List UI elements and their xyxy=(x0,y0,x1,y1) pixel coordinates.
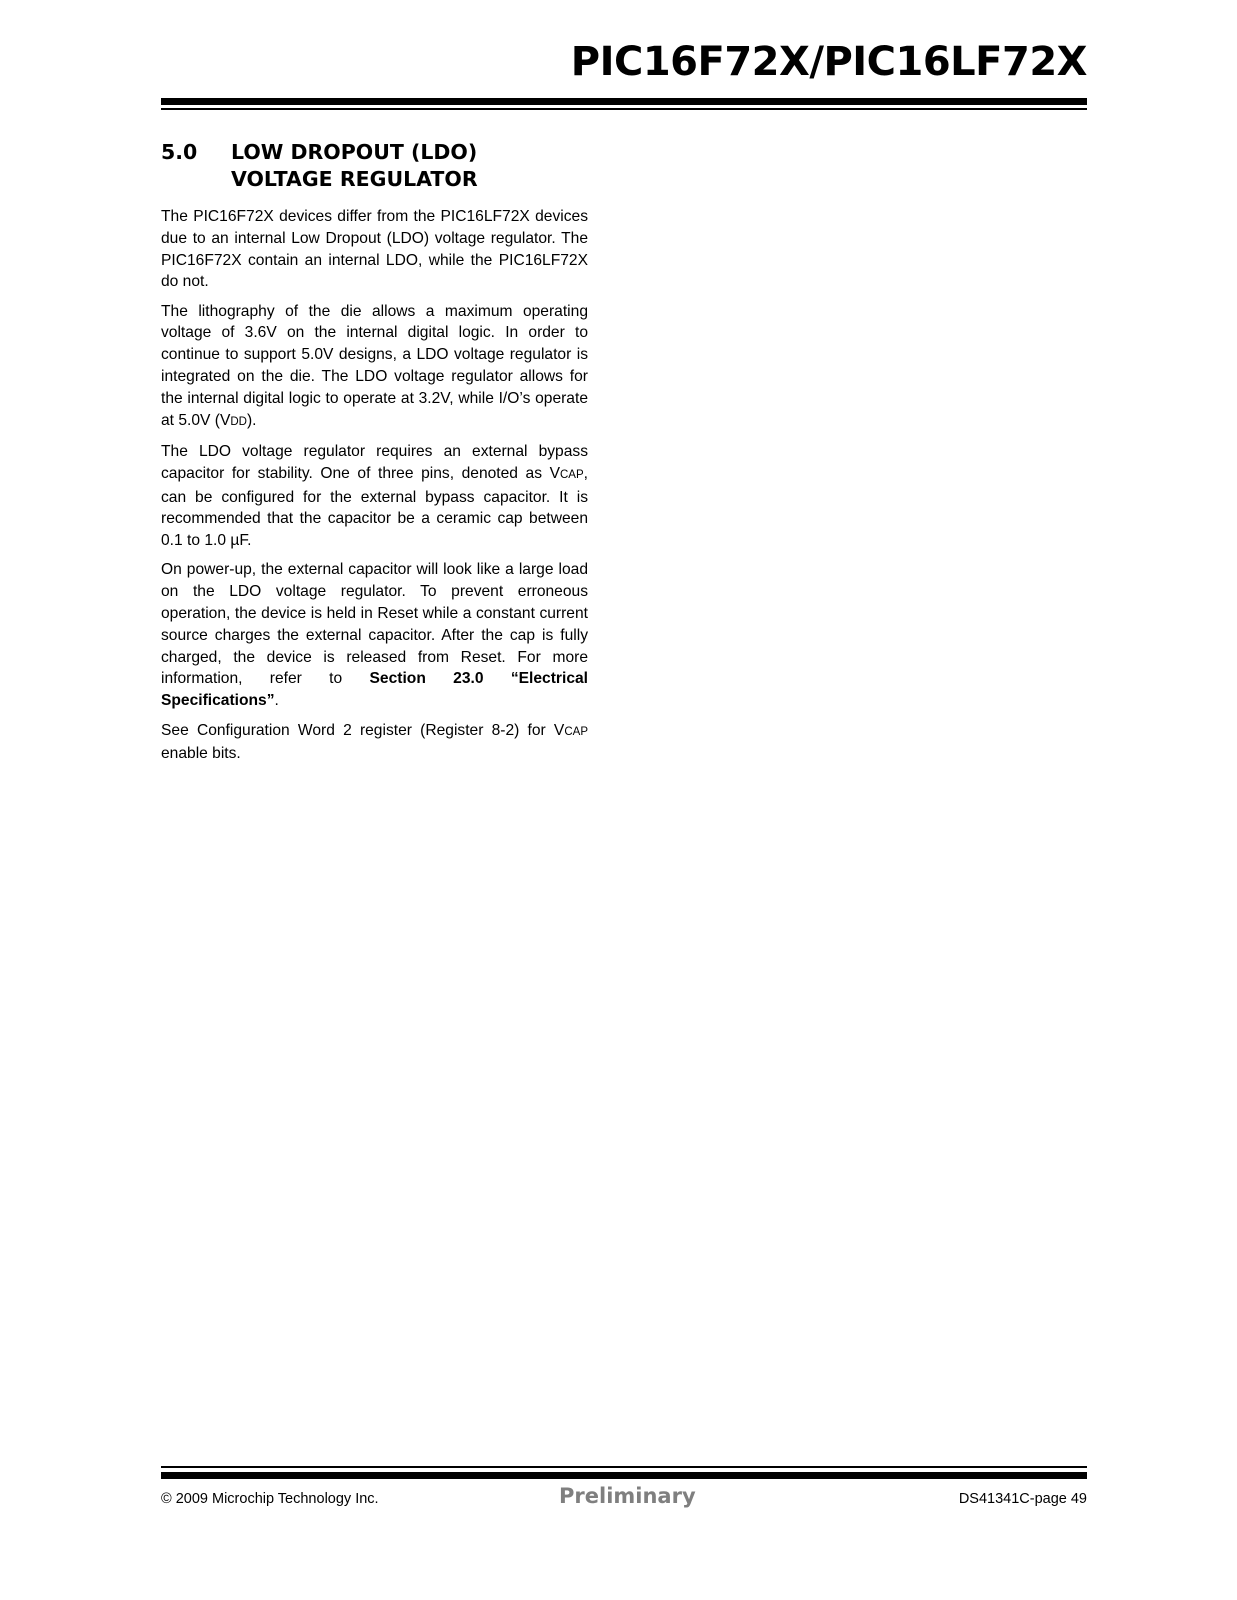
footer-page-number: DS41341C-page 49 xyxy=(958,1491,1087,1507)
footer-rule-thin xyxy=(161,1466,1087,1468)
paragraph-3: The LDO voltage regulator requires an external bypass capacitor for stability. One of three pins, denoted as VCAP, can be configured for the external bypass capacitor. It is recommended that the capacitor be a ceramic cap between 0.1 to 1.0 µF. xyxy=(161,442,588,550)
paragraph-1: The PIC16F72X devices differ from the PIC16LF72X devices due to an internal Low Dropout (LDO) voltage regulator. The PIC16F72X contain an internal LDO, while the PIC16LF72X do not. xyxy=(161,208,588,291)
vcap-subscript: CAP xyxy=(560,468,584,481)
body-column xyxy=(161,206,588,773)
header-rule-thin xyxy=(161,108,1087,110)
paragraph-4: On power-up, the external capacitor will look like a large load on the LDO voltage regulator. To prevent erroneous operation, the device is held in Reset while a constant current source charges the external capacitor. After the cap is fully charged, the device is released from Reset. For more information, refer to Section 23.0 “Electrical Specifications”. xyxy=(161,561,589,710)
footer-rule-thick xyxy=(161,1472,1087,1479)
section-title-line-2: VOLTAGE REGULATOR xyxy=(231,167,478,191)
header-rule-thick xyxy=(161,98,1087,105)
footer-preliminary-label: Preliminary xyxy=(559,1484,696,1508)
section-cross-reference-link[interactable]: Section 23.0 “Electrical Specifications” xyxy=(161,670,589,710)
vcap-subscript: CAP xyxy=(564,725,588,738)
section-title xyxy=(231,139,591,193)
vdd-subscript: DD xyxy=(230,415,247,428)
paragraph-5: See Configuration Word 2 register (Register 8-2) for VCAP enable bits. xyxy=(161,721,588,763)
section-number: 5.0 xyxy=(161,140,198,164)
paragraph-2: The lithography of the die allows a maximum operating voltage of 3.6V on the internal digital logic. In order to continue to support 5.0V designs, a LDO voltage regulator is integrated on the die. The LDO voltage regulator allows for the internal digital logic to operate at 3.2V, while I/O’s operate at 5.0V (VDD). xyxy=(161,302,588,429)
section-title-line-1: LOW DROPOUT (LDO) xyxy=(231,140,478,164)
footer-copyright: © 2009 Microchip Technology Inc. xyxy=(161,1491,379,1507)
page-header-title: PIC16F72X/PIC16LF72X xyxy=(570,39,1087,85)
